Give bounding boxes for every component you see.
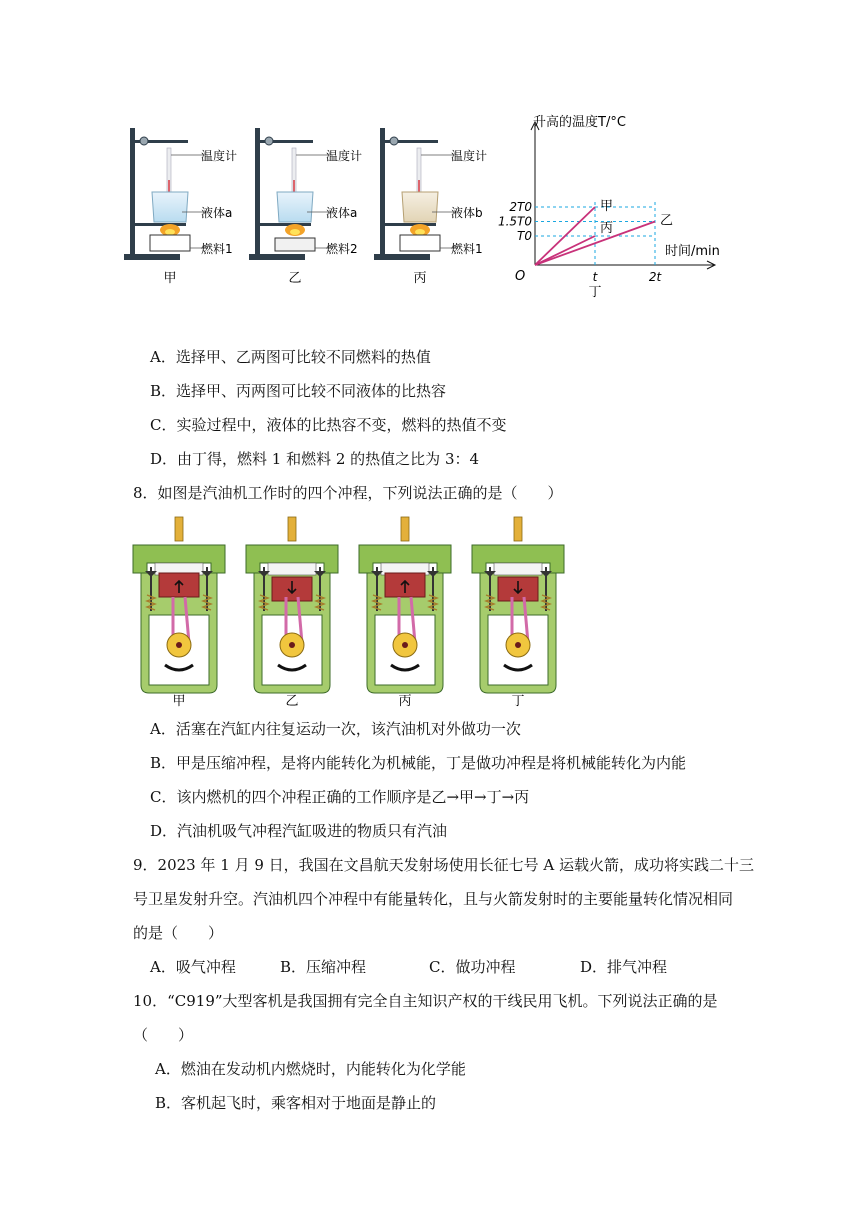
series-label: 甲 bbox=[600, 199, 614, 214]
y-axis-label: 升高的温度T/°C bbox=[533, 115, 626, 130]
thermometer-label: 温度计 bbox=[451, 149, 488, 163]
q9-stem-line: 号卫星发射升空。汽油机四个冲程中有能量转化，且与火箭发射时的主要能量转化情况相同 bbox=[133, 890, 734, 908]
fuel-label: 燃料1 bbox=[451, 242, 483, 256]
thermometer-label: 温度计 bbox=[326, 149, 363, 163]
engine-caption: 甲 bbox=[172, 694, 186, 709]
q10-stem-line: （ ） bbox=[133, 1026, 194, 1044]
apparatus-caption: 丙 bbox=[413, 271, 427, 286]
q10-option-a[interactable]: A．燃油在发动机内燃烧时，内能转化为化学能 bbox=[155, 1060, 466, 1078]
series-label: 丙 bbox=[600, 221, 614, 236]
y-tick-label: 2T0 bbox=[509, 200, 532, 214]
q10-stem-line: 10．“C919”大型客机是我国拥有完全自主知识产权的干线民用飞机。下列说法正确的是 bbox=[133, 992, 718, 1010]
q9-stem-line: 9．2023 年 1 月 9 日，我国在文昌航天发射场使用长征七号 A 运载火箭，成功将实践二十三 bbox=[133, 856, 755, 874]
apparatus-bing bbox=[374, 128, 458, 260]
q7-option-c[interactable]: C．实验过程中，液体的比热容不变，燃料的热值不变 bbox=[150, 416, 507, 434]
q9-stem-line: 的是（ ） bbox=[133, 924, 224, 942]
graph-caption: 丁 bbox=[588, 285, 602, 300]
series-label: 乙 bbox=[660, 213, 674, 229]
thermometer-label: 温度计 bbox=[201, 149, 238, 163]
engine-strokes-figure bbox=[125, 515, 565, 710]
liquid-label: 液体a bbox=[326, 206, 358, 220]
temperature-time-graph bbox=[497, 110, 735, 300]
q8-option-d[interactable]: D．汽油机吸气冲程汽缸吸进的物质只有汽油 bbox=[150, 822, 448, 840]
engine-0 bbox=[133, 517, 225, 709]
x-axis-label: 时间/min bbox=[665, 244, 720, 259]
q9-option-c[interactable]: C．做功冲程 bbox=[429, 958, 516, 976]
x-tick-label: 2t bbox=[648, 270, 662, 284]
q8-option-c[interactable]: C．该内燃机的四个冲程正确的工作顺序是乙→甲→丁→丙 bbox=[150, 788, 530, 806]
q9-option-b[interactable]: B．压缩冲程 bbox=[280, 958, 367, 976]
q7-option-b[interactable]: B．选择甲、丙两图可比较不同液体的比热容 bbox=[150, 382, 447, 400]
y-tick-label: 1.5T0 bbox=[497, 214, 532, 229]
apparatus-yi bbox=[249, 128, 333, 260]
x-tick-label: t bbox=[592, 270, 598, 284]
liquid-label: 液体a bbox=[201, 206, 233, 220]
apparatus-jia bbox=[124, 128, 208, 260]
q7-option-d[interactable]: D．由丁得，燃料 1 和燃料 2 的热值之比为 3：4 bbox=[150, 450, 480, 468]
engine-2 bbox=[359, 517, 451, 709]
apparatus-caption: 乙 bbox=[288, 271, 302, 286]
q9-option-a[interactable]: A．吸气冲程 bbox=[150, 958, 236, 976]
origin-label: O bbox=[515, 269, 526, 284]
q8-option-a[interactable]: A．活塞在汽缸内往复运动一次，该汽油机对外做功一次 bbox=[150, 720, 521, 738]
engine-caption: 丙 bbox=[398, 694, 412, 709]
fuel-label: 燃料1 bbox=[201, 242, 233, 256]
q7-option-a[interactable]: A．选择甲、乙两图可比较不同燃料的热值 bbox=[150, 348, 431, 366]
engine-caption: 乙 bbox=[285, 694, 299, 709]
q10-option-b[interactable]: B．客机起飞时，乘客相对于地面是静止的 bbox=[155, 1094, 437, 1112]
series-line bbox=[535, 236, 595, 265]
q8-option-b[interactable]: B．甲是压缩冲程，是将内能转化为机械能，丁是做功冲程是将机械能转化为内能 bbox=[150, 754, 687, 772]
y-tick-label: T0 bbox=[517, 229, 532, 243]
liquid-label: 液体b bbox=[451, 206, 483, 220]
apparatus-figure bbox=[120, 118, 510, 288]
fuel-label: 燃料2 bbox=[326, 242, 358, 256]
apparatus-caption: 甲 bbox=[163, 271, 177, 286]
engine-3 bbox=[472, 517, 564, 709]
q9-option-d[interactable]: D．排气冲程 bbox=[580, 958, 668, 976]
q8-stem: 8．如图是汽油机工作时的四个冲程，下列说法正确的是（ ） bbox=[133, 484, 563, 502]
engine-1 bbox=[246, 517, 338, 709]
engine-caption: 丁 bbox=[511, 694, 525, 709]
